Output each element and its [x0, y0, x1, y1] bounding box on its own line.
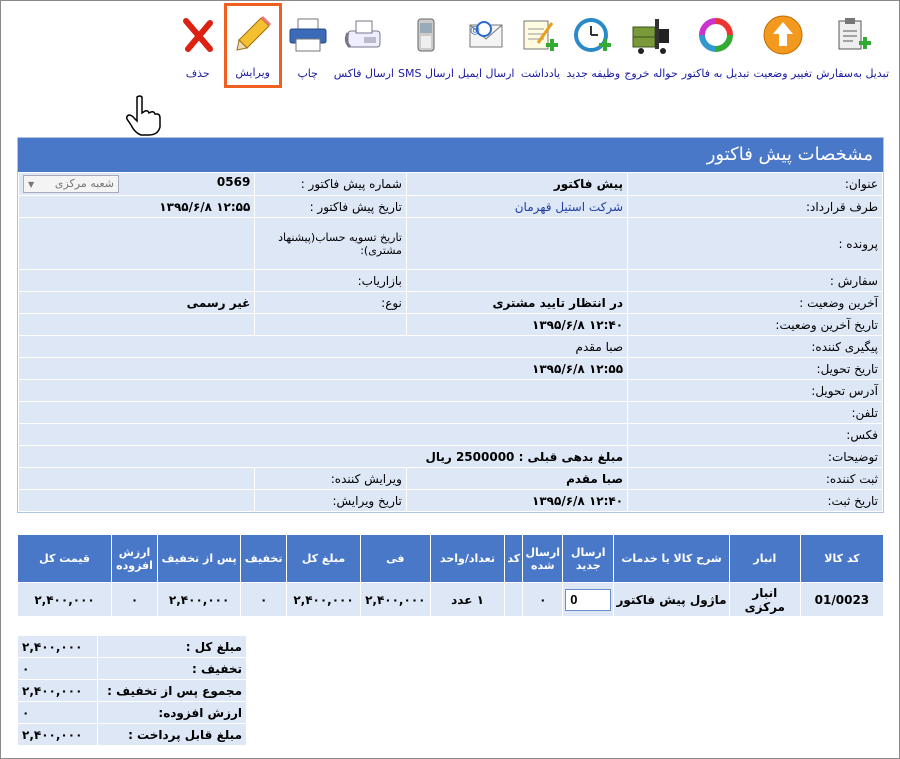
alarm-clock-add-icon [571, 13, 615, 57]
registrar-value: صبا مقدم [406, 468, 627, 490]
delete-label: حذف [185, 67, 210, 80]
summary-row [18, 636, 247, 658]
party-link[interactable]: شرکت استیل قهرمان [406, 196, 627, 218]
delivery-address-value [19, 380, 628, 402]
print-button[interactable] [286, 7, 330, 80]
col-header: انبار [729, 535, 800, 583]
empty-cell [255, 314, 407, 336]
col-header: کد [505, 535, 523, 583]
marketer-value [19, 270, 255, 292]
col-header: مبلغ کل [287, 535, 361, 583]
toolbar [61, 7, 891, 99]
item-sent: ۰ [523, 583, 563, 617]
item-warehouse: انبار مرکزی [729, 583, 800, 617]
fax-label: فکس: [628, 424, 883, 446]
send-sms-button[interactable] [398, 7, 454, 80]
status-value: در انتظار تایید مشتری [406, 292, 627, 314]
summary-row [18, 702, 247, 724]
delivery-address-label: آدرس تحویل: [628, 380, 883, 402]
convert-to-order-button[interactable] [816, 7, 889, 80]
summary-label: ارزش افزوده: [97, 702, 246, 724]
new-task-label: وظیفه جدید [566, 67, 621, 80]
edit-date-label: تاریخ ویرایش: [255, 490, 407, 512]
new-task-button[interactable] [566, 7, 620, 80]
date-value: ۱۲:۵۵ ۱۳۹۵/۶/۸ [19, 196, 255, 218]
note-button[interactable] [518, 7, 562, 80]
col-header: تخفیف [241, 535, 287, 583]
send-email-label: ارسال ایمیل [457, 67, 515, 80]
summary-table [17, 635, 247, 746]
number-cell [19, 173, 255, 196]
number-label: شماره پیش فاکتور : [255, 173, 407, 196]
send-sms-label: ارسال SMS [397, 67, 454, 80]
fax-value [19, 424, 628, 446]
summary-label: مجموع پس از تخفیف : [97, 680, 246, 702]
new-send-input[interactable] [565, 589, 611, 611]
table-row [18, 583, 884, 617]
new-send-cell [563, 583, 614, 617]
chevron-down-icon: ▼ [28, 180, 35, 189]
change-status-label: تغییر وضعیت [753, 67, 813, 80]
follower-value: صبا مقدم [19, 336, 628, 358]
edit-label: ویرایش [235, 66, 270, 79]
col-header: ارسال جدید [563, 535, 614, 583]
edit-button[interactable] [224, 3, 282, 88]
file-value [406, 218, 627, 270]
item-kod [505, 583, 523, 617]
printer-icon [286, 13, 330, 57]
title-label: عنوان: [628, 173, 883, 196]
type-value: غیر رسمی [19, 292, 255, 314]
summary-label: مبلغ کل : [97, 636, 246, 658]
col-header: قیمت کل [18, 535, 112, 583]
type-label: نوع: [255, 292, 407, 314]
editor-label: ویرایش کننده: [255, 468, 407, 490]
col-header: کد کالا [800, 535, 883, 583]
summary-value: ۲,۴۰۰,۰۰۰ [18, 724, 98, 746]
follower-label: پیگیری کننده: [628, 336, 883, 358]
item-after-discount: ۲,۴۰۰,۰۰۰ [157, 583, 240, 617]
items-table [17, 534, 884, 617]
note-add-icon [518, 13, 562, 57]
exit-remittance-button[interactable] [624, 7, 678, 80]
date-label: تاریخ پیش فاکتور : [255, 196, 407, 218]
item-code: 01/0023 [800, 583, 883, 617]
summary-row [18, 658, 247, 680]
col-header: تعداد/واحد [430, 535, 505, 583]
order-label: سفارش : [628, 270, 883, 292]
change-status-button[interactable] [753, 7, 812, 80]
col-header: فی [360, 535, 430, 583]
note-label: یادداشت [520, 67, 561, 80]
number-value: 0569 [216, 175, 251, 189]
panel-title: مشخصات پیش فاکتور [18, 138, 883, 172]
editor-value [19, 468, 255, 490]
mobile-phone-icon [404, 13, 448, 57]
send-email-button[interactable] [458, 7, 515, 80]
marketer-label: بازاریاب: [255, 270, 407, 292]
summary-row [18, 724, 247, 746]
description-label: توضیحات: [628, 446, 883, 468]
col-header: ارزش افزوده [112, 535, 158, 583]
svg-text:@: @ [470, 25, 481, 36]
col-header: پس از تخفیف [157, 535, 240, 583]
reg-date-label: تاریخ ثبت: [628, 490, 883, 512]
send-fax-button[interactable] [334, 7, 394, 80]
description-value: مبلغ بدهی قبلی : 2500000 ریال [19, 446, 628, 468]
hand-cursor-icon [121, 93, 165, 137]
refresh-cycle-icon [694, 13, 738, 57]
arrow-up-circle-icon [761, 13, 805, 57]
details-table [18, 172, 883, 512]
status-date-value: ۱۲:۴۰ ۱۳۹۵/۶/۸ [406, 314, 627, 336]
email-icon [464, 13, 508, 57]
branch-select-value: شعبه مرکزی [54, 177, 114, 190]
proforma-details-panel [17, 137, 884, 513]
send-fax-label: ارسال فاکس [333, 67, 394, 80]
registrar-label: ثبت کننده: [628, 468, 883, 490]
print-label: چاپ [297, 67, 318, 80]
edit-date-value [19, 490, 255, 512]
item-description: ماژول پیش فاکتور [614, 583, 729, 617]
convert-to-invoice-button[interactable] [682, 7, 750, 80]
forklift-icon [629, 13, 673, 57]
summary-label: تخفیف : [97, 658, 246, 680]
item-unit-price: ۲,۴۰۰,۰۰۰ [360, 583, 430, 617]
summary-label: مبلغ قابل پرداخت : [97, 724, 246, 746]
summary-value: ۰ [18, 702, 98, 724]
file-label: پرونده : [628, 218, 883, 270]
convert-to-invoice-label: تبدیل به فاکتور [681, 67, 750, 80]
title-value: پیش فاکتور [406, 173, 627, 196]
branch-select[interactable] [23, 175, 119, 193]
empty-cell [19, 314, 255, 336]
delivery-date-label: تاریخ تحویل: [628, 358, 883, 380]
item-vat: ۰ [112, 583, 158, 617]
delete-x-icon [176, 13, 220, 57]
clipboard-add-icon [831, 13, 875, 57]
status-date-label: تاریخ آخرین وضعیت: [628, 314, 883, 336]
order-value [406, 270, 627, 292]
settle-value [19, 218, 255, 270]
item-final: ۲,۴۰۰,۰۰۰ [18, 583, 112, 617]
reg-date-value: ۱۲:۴۰ ۱۳۹۵/۶/۸ [406, 490, 627, 512]
item-discount: ۰ [241, 583, 287, 617]
item-qty: ۱ عدد [430, 583, 505, 617]
col-header: شرح کالا یا خدمات [614, 535, 729, 583]
item-total: ۲,۴۰۰,۰۰۰ [287, 583, 361, 617]
status-label: آخرین وضعیت : [628, 292, 883, 314]
exit-remittance-label: حواله خروج [624, 67, 678, 80]
delete-button[interactable] [176, 7, 220, 80]
convert-to-order-label: تبدیل به‌سفارش [816, 67, 889, 80]
summary-row [18, 680, 247, 702]
party-label: طرف قرارداد: [628, 196, 883, 218]
col-header: ارسال شده [523, 535, 563, 583]
delivery-date-value: ۱۲:۵۵ ۱۳۹۵/۶/۸ [19, 358, 628, 380]
pencil-icon [231, 12, 275, 56]
phone-value [19, 402, 628, 424]
summary-value: ۲,۴۰۰,۰۰۰ [18, 680, 98, 702]
fax-icon [342, 13, 386, 57]
phone-label: تلفن: [628, 402, 883, 424]
summary-value: ۲,۴۰۰,۰۰۰ [18, 636, 98, 658]
summary-value: ۰ [18, 658, 98, 680]
settle-label: تاریخ تسویه حساب(پیشنهاد مشتری): [255, 218, 407, 270]
